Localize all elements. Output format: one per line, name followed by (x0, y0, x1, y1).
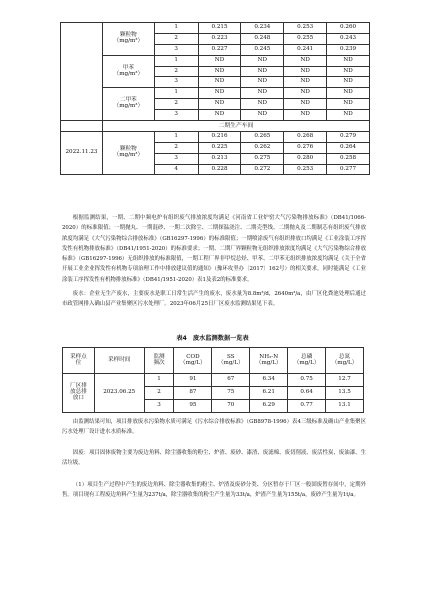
value-cell: 0.276 (284, 142, 327, 153)
pollutant-name-cell: 颗粒物 （mg/m³） (102, 23, 154, 56)
value-cell: 0.280 (284, 153, 327, 164)
value-cell: 87 (174, 387, 212, 400)
frequency-cell: 2 (144, 387, 174, 400)
value-cell: 70 (212, 400, 250, 413)
column-header: SS （mg/L） (212, 348, 250, 374)
value-cell: ND (241, 99, 284, 110)
date-cell-blank (61, 121, 103, 132)
value-cell: 13.1 (326, 400, 364, 413)
value-cell: 0.227 (198, 44, 241, 55)
value-cell: 0.241 (284, 44, 327, 55)
value-cell: ND (327, 66, 370, 77)
value-cell: 0.255 (284, 33, 327, 44)
table-caption: 表4 废水监测数据一览表 (176, 335, 249, 342)
sample-no-cell: 1 (154, 23, 198, 34)
sample-no-cell: 2 (154, 99, 198, 110)
section-row (61, 121, 370, 132)
value-cell: ND (198, 110, 241, 121)
value-cell: 0.248 (241, 33, 284, 44)
sample-no-cell: 2 (154, 66, 198, 77)
value-cell: 0.272 (241, 164, 284, 175)
header-row (63, 348, 364, 374)
value-cell: ND (241, 88, 284, 99)
sample-no-cell: 4 (154, 164, 198, 175)
section-title-cell: 二期生产车间 (102, 121, 369, 132)
pollutant-name-cell: 二甲苯 （mg/m³） (102, 88, 154, 121)
value-cell: ND (241, 66, 284, 77)
value-cell: ND (241, 110, 284, 121)
column-header: COD （mg/L） (174, 348, 212, 374)
value-cell: 0.243 (327, 33, 370, 44)
sample-no-cell: 3 (154, 77, 198, 88)
value-cell: 0.223 (198, 33, 241, 44)
value-cell: 0.64 (288, 387, 326, 400)
wastewater-conclusion-paragraph: 由监测结果可知，项目排放废水污染物水质可满足《污水综合排放标准》（GB8978-1996）表4三级标准及确山产业集聚区污水处理厂设计进水水质标准。 (62, 419, 366, 436)
value-cell: ND (327, 77, 370, 88)
value-cell: ND (284, 77, 327, 88)
value-cell: 0.260 (327, 23, 370, 34)
value-cell: ND (327, 88, 370, 99)
value-cell: 0.262 (241, 142, 284, 153)
value-cell: 6.34 (250, 374, 288, 387)
value-cell: 0.268 (284, 131, 327, 142)
value-cell: 0.265 (241, 131, 284, 142)
value-cell: ND (284, 88, 327, 99)
sample-no-cell: 3 (154, 44, 198, 55)
value-cell: 95 (174, 400, 212, 413)
value-cell: ND (241, 55, 284, 66)
value-cell: ND (241, 77, 284, 88)
value-cell: 0.277 (327, 164, 370, 175)
value-cell: 0.216 (198, 131, 241, 142)
frequency-cell: 3 (144, 400, 174, 413)
value-cell: 91 (174, 374, 212, 387)
value-cell: 0.275 (241, 153, 284, 164)
value-cell: 6.29 (250, 400, 288, 413)
value-cell: ND (284, 66, 327, 77)
table-row (61, 131, 370, 142)
value-cell: 67 (212, 374, 250, 387)
value-cell: 0.279 (327, 131, 370, 142)
column-header: 采样时间 (94, 348, 144, 374)
value-cell: ND (198, 88, 241, 99)
pollutant-name-cell: 颗粒物 （mg/m³） (102, 131, 154, 175)
value-cell: ND (284, 99, 327, 110)
column-header: NH₃-N （mg/L） (250, 348, 288, 374)
value-cell: 0.264 (327, 142, 370, 153)
sample-no-cell: 1 (154, 131, 198, 142)
value-cell: ND (198, 99, 241, 110)
table-row (63, 374, 364, 387)
value-cell: ND (198, 55, 241, 66)
date-cell: 2022.11.23 (61, 131, 103, 175)
value-cell: 0.228 (198, 164, 241, 175)
column-header: 总磷 （mg/L） (288, 348, 326, 374)
date-cell-upper (61, 23, 103, 121)
value-cell: 6.21 (250, 387, 288, 400)
sample-no-cell: 1 (154, 55, 198, 66)
sample-no-cell: 2 (154, 142, 198, 153)
value-cell: 0.258 (327, 153, 370, 164)
value-cell: 0.253 (284, 164, 327, 175)
value-cell: ND (327, 99, 370, 110)
value-cell: 0.75 (288, 374, 326, 387)
value-cell: 0.239 (327, 44, 370, 55)
value-cell: 0.77 (288, 400, 326, 413)
value-cell: ND (198, 66, 241, 77)
table-row (61, 55, 370, 66)
value-cell: 0.225 (198, 142, 241, 153)
value-cell: 0.245 (241, 44, 284, 55)
value-cell: ND (284, 55, 327, 66)
emission-data-table (60, 22, 370, 175)
value-cell: ND (198, 77, 241, 88)
value-cell: 0.253 (284, 23, 327, 34)
wastewater-data-table (62, 347, 364, 413)
value-cell: 0.234 (241, 23, 284, 34)
wastewater-paragraph: 废水：企业无生产废水，主要废水是职工日常生活产生的废水，废水量为8.8m³/d，2640m³/a，由厂区化粪池处理后通过市政管网排入确山县产业集聚区污水处理厂。2023年06月25日厂区废水监测结果见下表。 (62, 291, 366, 308)
table-row (61, 23, 370, 34)
value-cell: 75 (212, 387, 250, 400)
monitoring-result-paragraph: 根据监测结果，一期、二期中频电炉有组织废气排放浓度均满足《河南省工业炉窑大气污染物排放标准》（DB41/1066-2020）的标准限值；一期抛丸、一期混砂、一期二次除尘、二期探温浇注、二期壳型线、二期抛丸及二期制芯有组织废气排放浓度均满足《大气污染物综合排放标准》（GB16297-1996）的标准限值；一期喷涂废气有组织排放口均满足《工业涂装工序挥发性有机物排放标准》（DB41/1951-2020）的标准要求；一期、二期厂界颗粒物无组织排放浓度均满足《大气污染物综合排放标准》（GB16297-1996）无组织排放的标准限值，一期工程厂界非甲烷总烃、甲苯、二甲苯无组织排放浓度均满足《关于全省开展工业企业挥发性有机物专项治理工作中排放建议值的通知》（豫环攻坚办〔2017〕162号）的相关要求，同时能满足《工业涂装工序挥发性有机物排放标准》（DB41/1951-2020）表1及表2的标准要求。 (62, 215, 366, 283)
solid-waste-paragraph: 固废：项目固体废物主要为废边角料、除尘器收集的粉尘、炉渣、废砂、漆渣、废滤棉、废切削液、废活性炭、废油漆、生活垃圾。 (62, 450, 366, 467)
value-cell: 0.213 (198, 153, 241, 164)
column-header: 总氮 （mg/L） (326, 348, 364, 374)
sample-no-cell: 1 (154, 88, 198, 99)
value-cell: 12.7 (326, 374, 364, 387)
pollutant-name-cell: 甲苯 （mg/m³） (102, 55, 154, 88)
sample-no-cell: 2 (154, 33, 198, 44)
solid-waste-detail-paragraph: （1）项目生产过程中产生的废边角料、除尘器收集的粉尘、炉渣及废砂分类、分区暂存于厂区一般固废暂存间中，定期外售。项目现有工程废边角料产生量为237t/a，除尘器收集的粉尘产生量为33t/a，炉渣产生量为155t/a，废砂产生量为1t/a。 (62, 482, 366, 499)
frequency-cell: 1 (144, 374, 174, 387)
value-cell: ND (284, 110, 327, 121)
site-cell: 厂区排 放总排 放口 (63, 374, 95, 413)
value-cell: ND (327, 110, 370, 121)
column-header: 采样点 位 (63, 348, 95, 374)
value-cell: 13.5 (326, 387, 364, 400)
sample-no-cell: 3 (154, 110, 198, 121)
table-row (61, 88, 370, 99)
value-cell: 0.215 (198, 23, 241, 34)
time-cell: 2023.06.25 (94, 374, 144, 413)
sample-no-cell: 3 (154, 153, 198, 164)
value-cell: ND (327, 55, 370, 66)
column-header: 监测 频次 (144, 348, 174, 374)
